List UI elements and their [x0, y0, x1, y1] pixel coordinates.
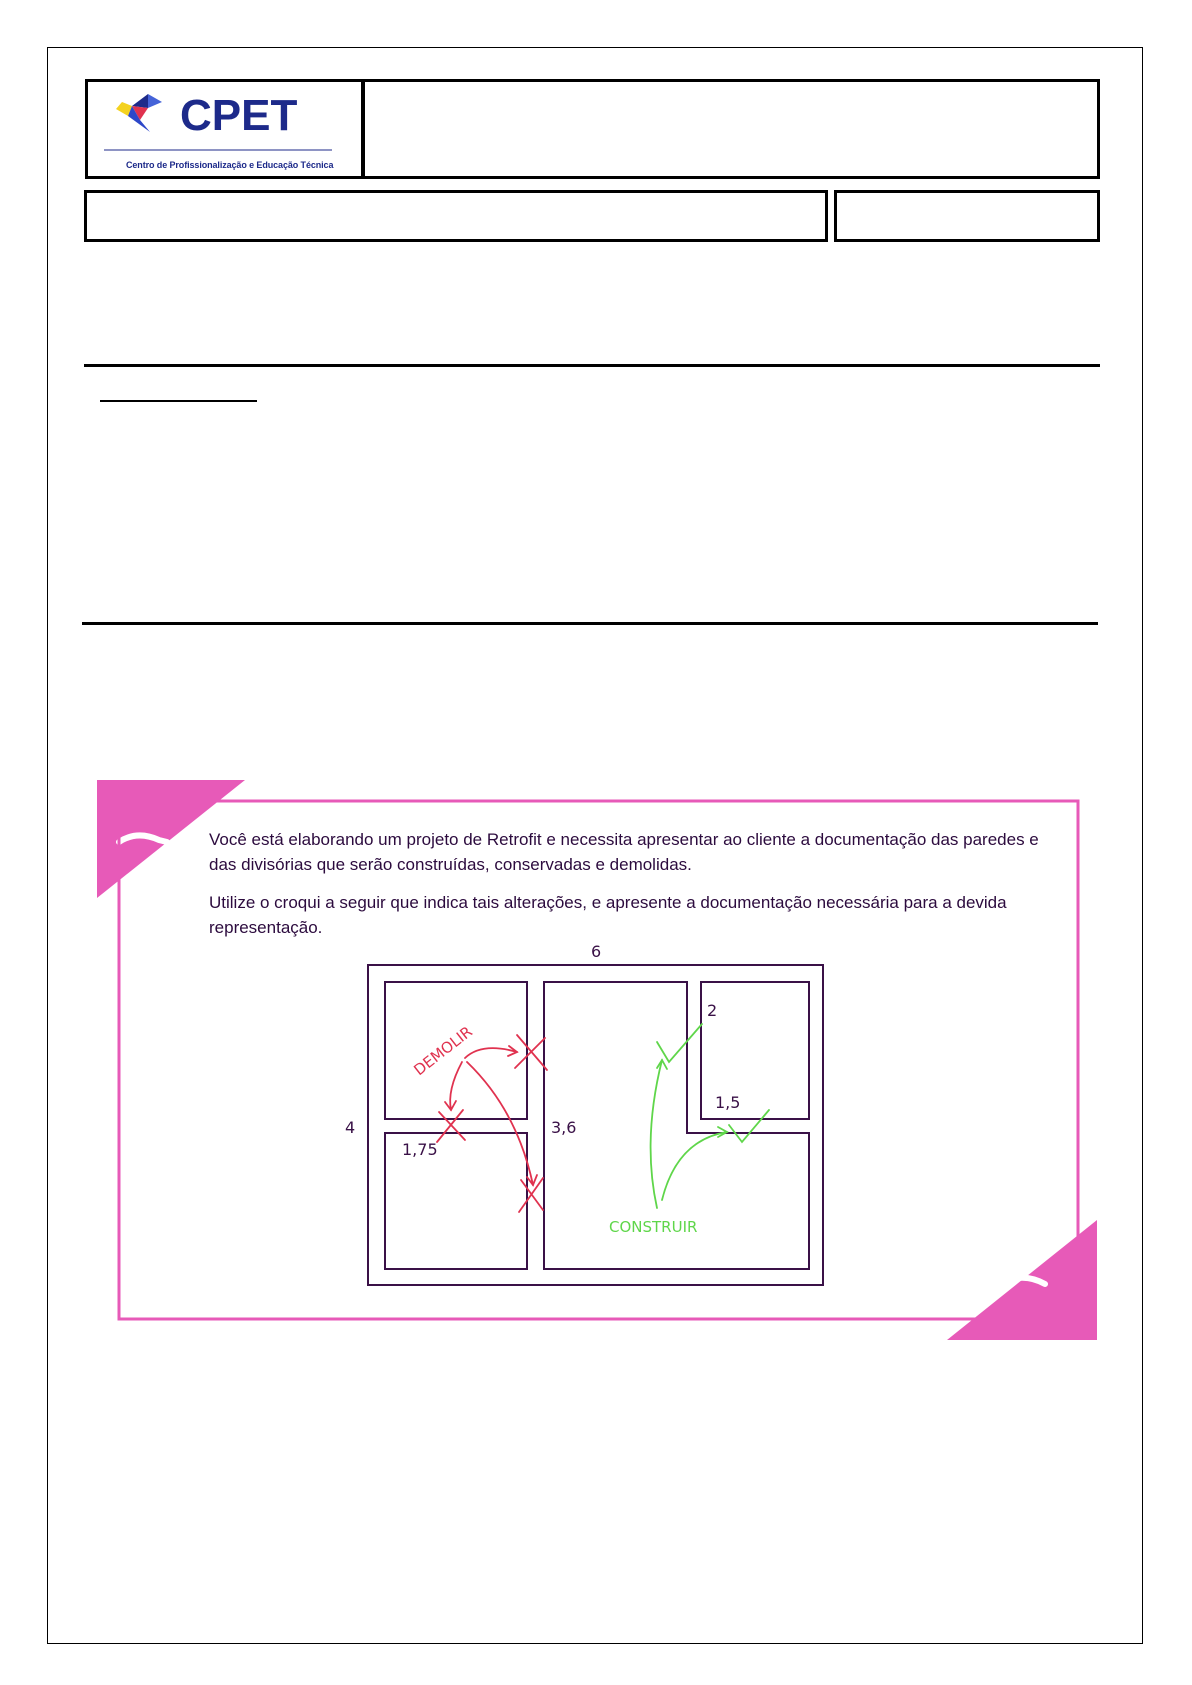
build-label: CONSTRUIR	[609, 1218, 698, 1236]
section-divider	[84, 364, 1100, 367]
activity-paragraph: Utilize o croqui a seguir que indica tais alterações, e apresente a documentação necessária para a devida representação.	[209, 893, 1007, 937]
logo-box	[85, 79, 364, 179]
demolish-arrow	[465, 1048, 517, 1058]
dimension-small-room-depth: 1,5	[715, 1093, 741, 1112]
date-field	[834, 190, 1100, 242]
build-check	[729, 1110, 769, 1142]
floor-plan-sketch	[97, 780, 1097, 1340]
demolish-cross	[437, 1110, 465, 1142]
logo-text: CPET	[180, 91, 298, 140]
build-arrow	[651, 1060, 662, 1208]
activity-paragraph: Você está elaborando um projeto de Retrofit e necessita apresentar ao cliente a documentação das paredes e das divisórias que serão construídas, conservadas e demolidas.	[209, 830, 1039, 874]
dimension-width: 6	[591, 942, 602, 961]
student-name-field	[84, 190, 828, 242]
logo-caption: Centro de Profissionalização e Educação Técnica	[126, 160, 334, 170]
dimension-small-room-width: 2	[707, 1001, 718, 1020]
demolish-cross	[515, 1035, 547, 1070]
heading-underline	[100, 400, 257, 402]
outer-wall	[368, 965, 823, 1285]
build-arrow	[662, 1132, 727, 1200]
demolish-arrow	[467, 1062, 533, 1185]
demolish-label: DEMOLIR	[410, 1022, 476, 1080]
course-title-box	[362, 79, 1100, 179]
demolish-arrow	[450, 1062, 462, 1110]
activity-panel	[97, 780, 1097, 1340]
section-divider	[82, 622, 1098, 625]
dimension-left-room: 1,75	[402, 1140, 438, 1159]
build-check	[657, 1024, 702, 1062]
dimension-partition: 3,6	[551, 1118, 577, 1137]
dimension-height: 4	[345, 1118, 356, 1137]
